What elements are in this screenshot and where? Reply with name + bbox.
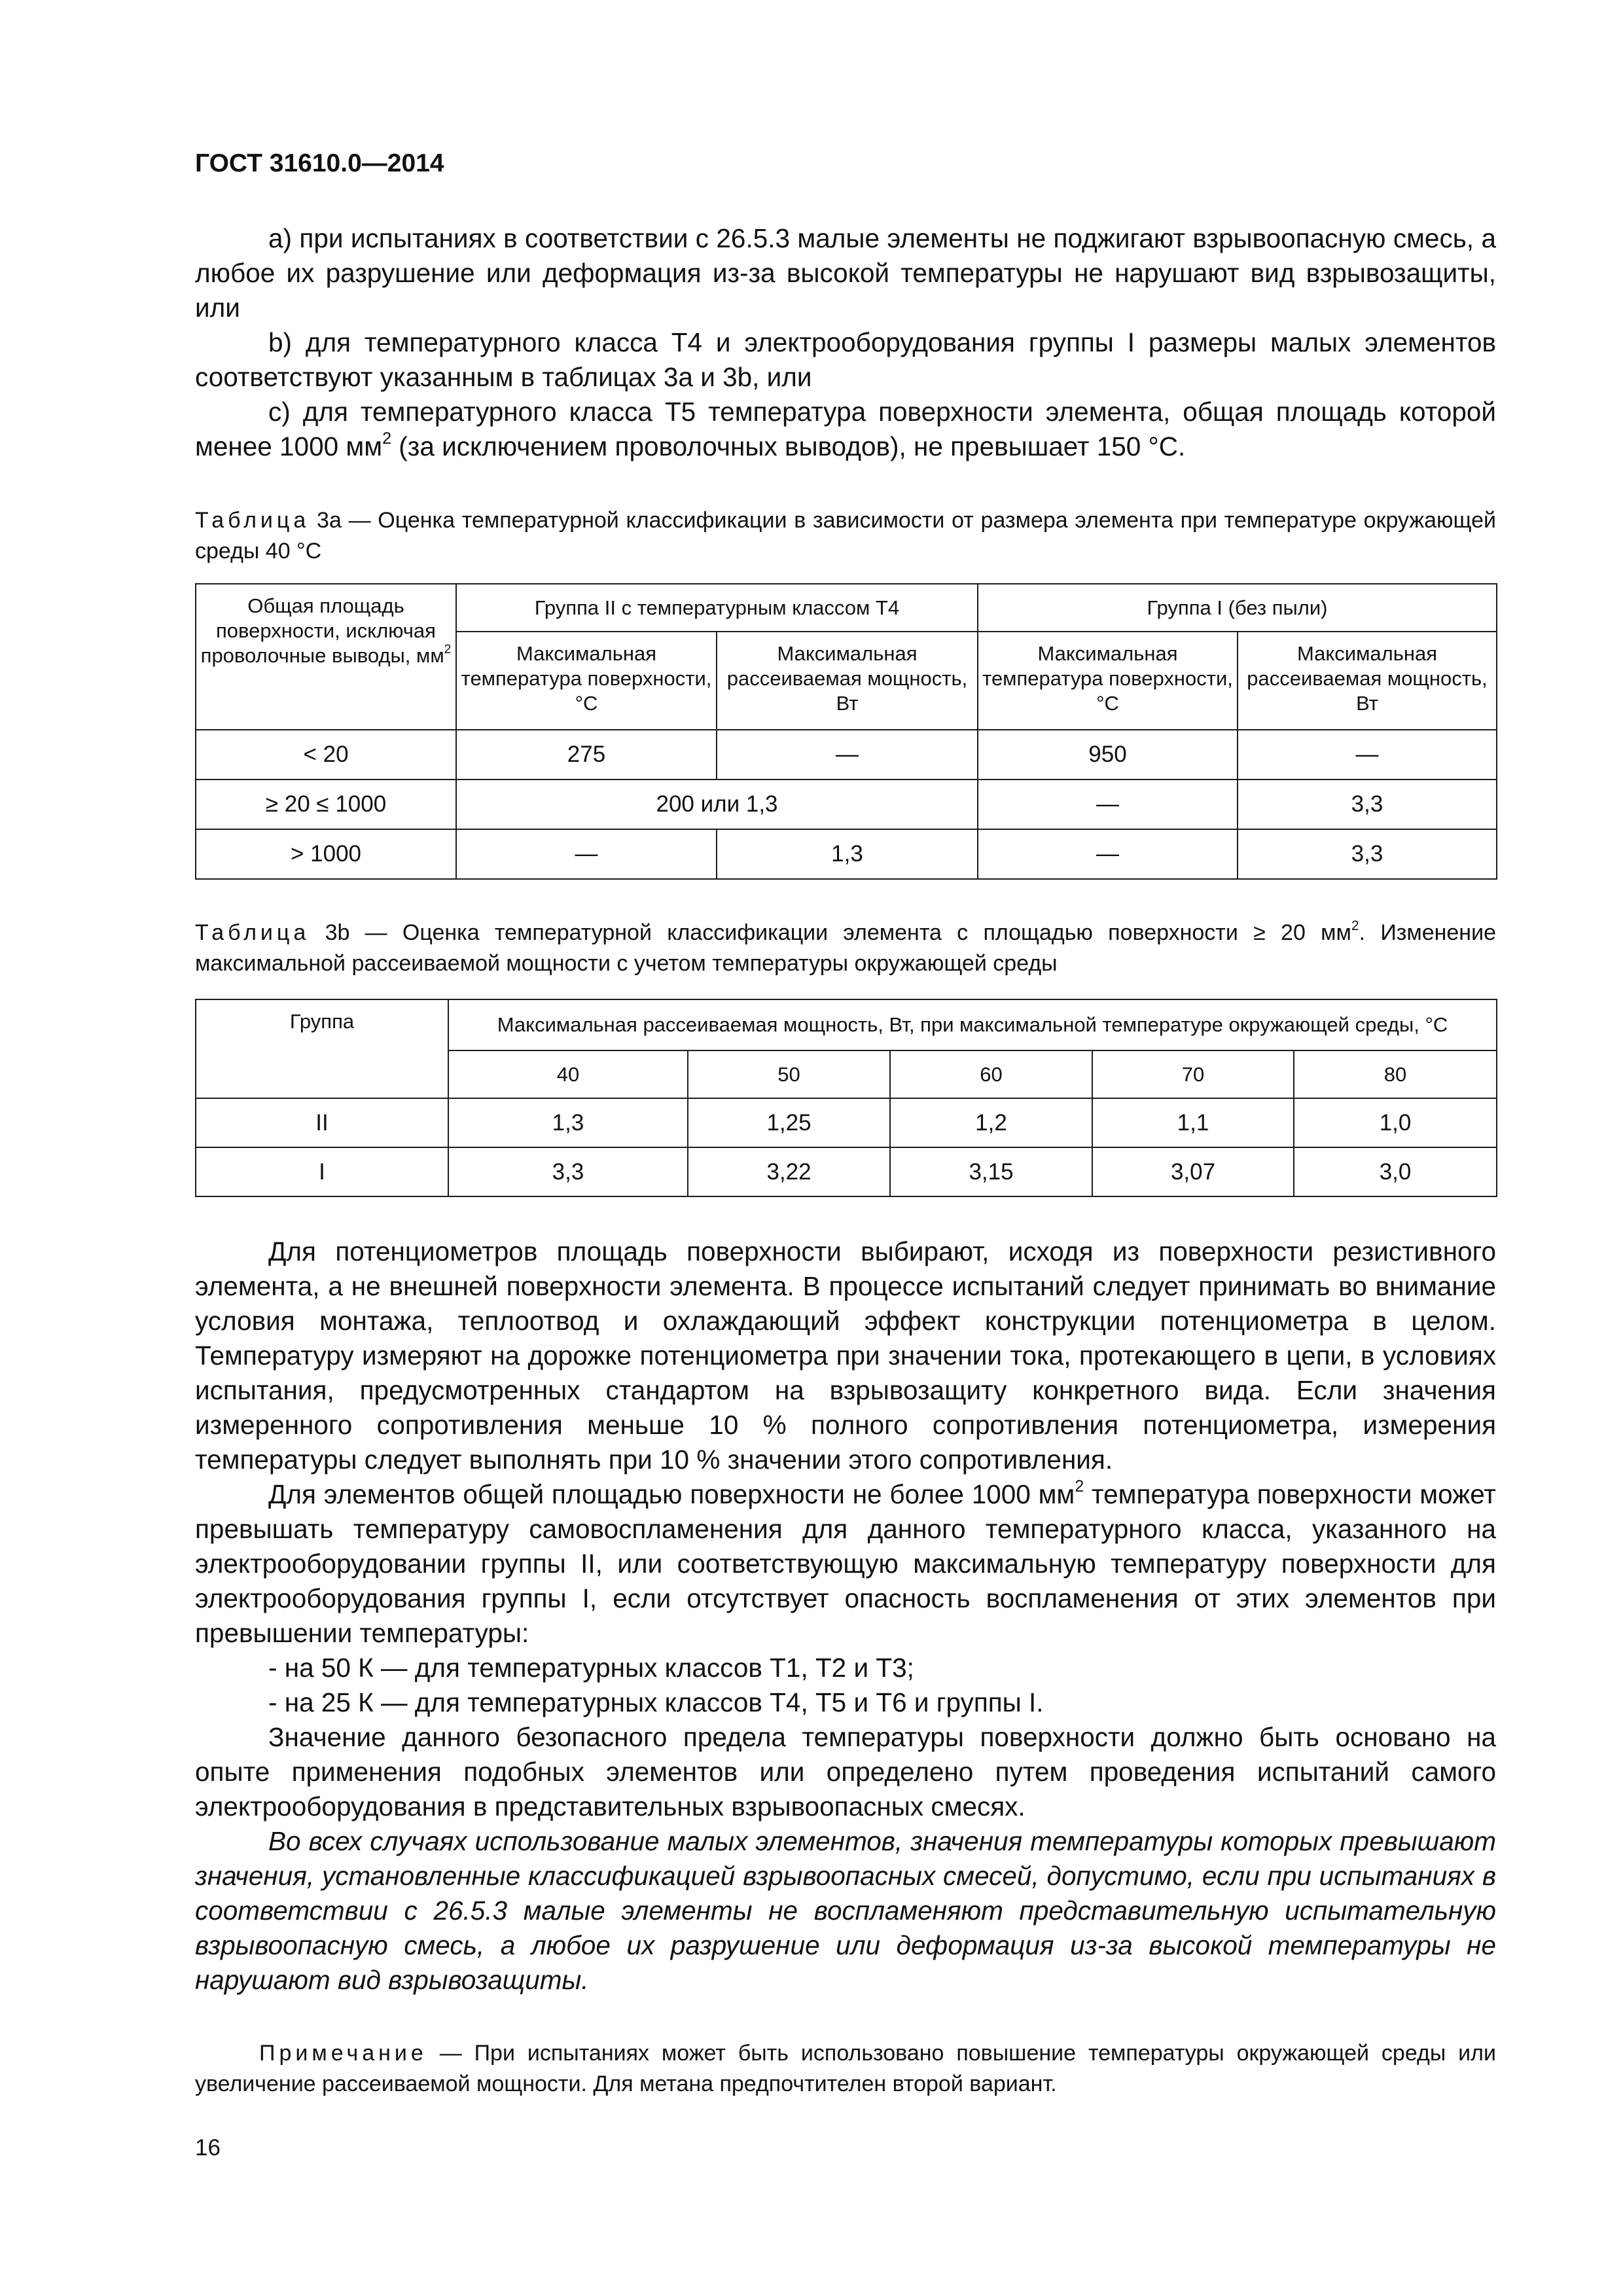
page-number: 16: [195, 2135, 221, 2161]
header-area: Общая площадь поверхности, исключая проволочные выводы, $мм^2$: [196, 584, 456, 730]
table-3b: [195, 999, 1496, 1197]
temp-50: 50: [688, 1050, 890, 1098]
condition-b: b) для температурного класса Т4 и электрооборудования группы I размеры малых элементов соответствуют указанным в таблицах 3а и 3b, или: [195, 327, 1496, 392]
header-max-temp: Максимальная температура поверхности, °С: [978, 632, 1238, 730]
note-label: Примечание: [259, 2041, 427, 2066]
table-label: Таблица: [195, 508, 310, 533]
paragraph-italic: Во всех случаях использование малых элементов, значения температуры которых превышают значения, установленные классификацией взрывоопасных смесей, допустимо, если при испытаниях в соответствии с 26.5.3 малые элементы не воспламеняют представительную испытательную взрывоопасную смесь, а любое их разрушение или деформация из-за высокой температуры не нарушают вид взрывозащиты.: [195, 1826, 1496, 1995]
header-max-power: Максимальная рассеиваемая мощность, Вт: [717, 632, 978, 730]
temp-40: 40: [448, 1050, 688, 1098]
note: Примечание — При испытаниях может быть использовано повышение температуры окружающей среды или увеличение рассеиваемой мощности. Для метана предпочтителен второй вариант.: [195, 2041, 1496, 2096]
paragraph-potentiometers: Для потенциометров площадь поверхности выбирают, исходя из поверхности резистивного элемента, а не внешней поверхности элемента. В процессе испытаний следует принимать во внимание условия монтажа, теплоотвод и охлаждающий эффект конструкции потенциометра в целом. Температуру измеряют на дорожке потенциометра при значении тока, протекающего в цепи, в условиях испытания, предусмотренных стандартом на взрывозащиту конкретного вида. Если значения измеренного сопротивления меньше 10 % полного сопротивления потенциометра, измерения температуры следует выполнять при 10 % значении этого сопротивления.: [195, 1236, 1496, 1475]
temp-70: 70: [1092, 1050, 1294, 1098]
table-label: Таблица: [195, 920, 310, 945]
table-row: II 1,3 1,25 1,2 1,1 1,0: [196, 1098, 1497, 1147]
body-text: [195, 1234, 1496, 1998]
header-max-power: Максимальная рассеиваемая мощность, Вт, при максимальной температуре окружающей среды, °С: [448, 999, 1497, 1050]
table-row: > 1000 — 1,3 — 3,3: [196, 829, 1497, 879]
list-item: - на 50 К — для температурных классов Т1, Т2 и Т3;: [268, 1653, 914, 1683]
table-3a: [195, 583, 1496, 880]
table-row: < 20 275 — 950 —: [196, 730, 1497, 780]
paragraph-safe-limit: Значение данного безопасного предела температуры поверхности должно быть основано на опыте применения подобных элементов или определено путем проведения испытаний самого электрооборудования в представительных взрывоопасных смесях.: [195, 1722, 1496, 1821]
list-item: - на 25 К — для температурных классов Т4, Т5 и Т6 и группы I.: [268, 1687, 1044, 1717]
header-max-temp: Максимальная температура поверхности, °С: [456, 632, 717, 730]
temp-80: 80: [1294, 1050, 1497, 1098]
header-group: Группа: [196, 999, 448, 1098]
temp-60: 60: [890, 1050, 1092, 1098]
table-3a-caption: Таблица 3а — Оценка температурной классификации в зависимости от размера элемента при температуре окружающей среды 40 °С: [195, 508, 1496, 564]
table-3b-caption: Таблица 3b — Оценка температурной классификации элемента с площадью поверхности ≥ 20 $мм^2$. Изменение максимальной рассеиваемой мощности с учетом температуры окружающей среды: [195, 918, 1496, 976]
table-row: ≥ 20 ≤ 1000 200 или 1,3 — 3,3: [196, 780, 1497, 829]
condition-c: c) для температурного класса Т5 температура поверхности элемента, общая площадь которой менее 1000 $мм^2$ (за исключением проволочных выводов), не превышает 150 °С.: [195, 397, 1496, 461]
paragraph-small-elements: Для элементов общей площадью поверхности не более 1000 $мм^2$ температура поверхности может превышать температуру самовоспламенения для данного температурного класса, указанного на электрооборудовании группы II, или соответствующую максимальную температуру поверхности для электрооборудования группы I, если отсутствует опасность воспламенения от этих элементов при превышении температуры:: [195, 1477, 1496, 1648]
condition-a: a) при испытаниях в соответствии с 26.5.3 малые элементы не поджигают взрывоопасную смесь, а любое их разрушение или деформация из-за высокой температуры не нарушают вид взрывозащиты, или: [195, 223, 1496, 323]
header-group-2: Группа II с температурным классом Т4: [456, 584, 978, 632]
header-group-1: Группа I (без пыли): [978, 584, 1497, 632]
document-number: ГОСТ 31610.0—2014: [195, 149, 444, 177]
intro-conditions: [195, 221, 1496, 464]
header-max-power: Максимальная рассеиваемая мощность, Вт: [1238, 632, 1497, 730]
table-row: I 3,3 3,22 3,15 3,07 3,0: [196, 1147, 1497, 1196]
